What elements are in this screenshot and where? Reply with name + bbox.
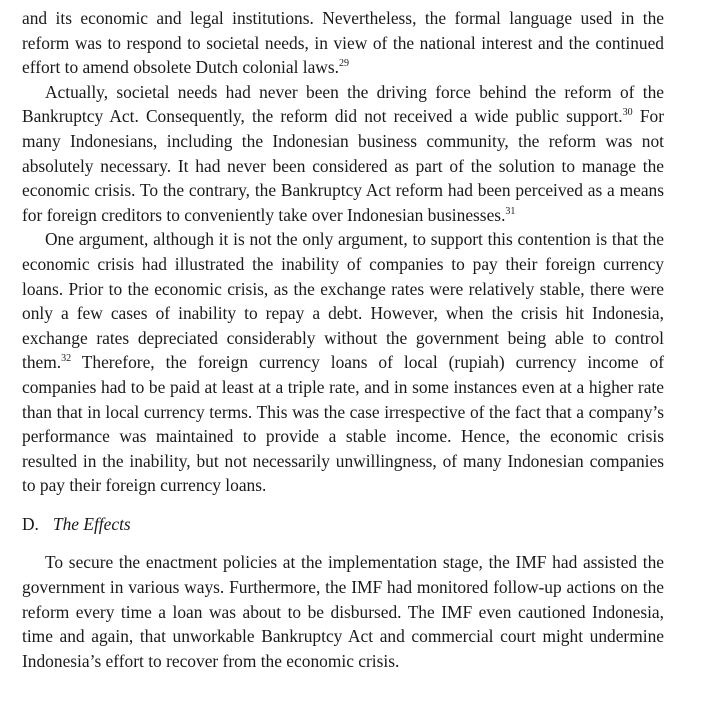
footnote-marker: 32 xyxy=(61,353,72,365)
paragraph-text: One argument, although it is not the only argument, to support this contention is that the economic crisis had illustrated the inability of companies to pay their foreign currency loans. Prior to the economic crisis, as the exchange rates were relatively stable, there were only a few cases of inability to repay a debt. However, when the crisis hit Indonesia, exchange rates depreciated considerably without the government being able to control them. xyxy=(22,229,664,373)
paragraph-text: For many Indonesians, including the Indonesian business community, the reform was not absolutely necessary. It had never been considered as part of the solution to manage the economic crisis. To the contrary, the Bankruptcy Act reform had been perceived as a means for foreign creditors to conveniently take over Indonesian businesses. xyxy=(22,106,664,225)
section-body-text xyxy=(22,550,664,673)
footnote-marker: 30 xyxy=(622,107,633,119)
paragraph xyxy=(22,6,664,80)
footnote-marker: 29 xyxy=(338,58,349,70)
paragraph xyxy=(22,550,664,673)
section-number: D. xyxy=(22,513,39,534)
footnote-marker: 31 xyxy=(505,205,516,217)
section-heading xyxy=(22,512,664,537)
document-page xyxy=(22,6,664,673)
body-text xyxy=(22,6,664,498)
paragraph-text: Therefore, the foreign currency loans of local (rupiah) currency income of companies had to be paid at least at a triple rate, and in some instances even at a higher rate than that in local currency terms. This was the case irrespective of the fact that a company’s performance was maintained to provide a stable income. Hence, the economic crisis resulted in the inability, but not necessarily unwillingness, of many Indonesian companies to pay their foreign currency loans. xyxy=(22,352,664,496)
paragraph xyxy=(22,227,664,498)
section-title: The Effects xyxy=(52,513,131,534)
paragraph-text: and its economic and legal institutions. Nevertheless, the formal language used in the reform was to respond to societal needs, in view of the national interest and the continued effort to amend obsolete Dutch colonial laws. xyxy=(22,8,664,78)
paragraph xyxy=(22,80,664,228)
paragraph-text: Actually, societal needs had never been the driving force behind the reform of the Bankruptcy Act. Consequently, the reform did not received a wide public support. xyxy=(22,81,664,127)
paragraph-text: To secure the enactment policies at the implementation stage, the IMF had assisted the government in various ways. Furthermore, the IMF had monitored follow-up actions on the reform every time a loan was about to be disbursed. The IMF even cautioned Indonesia, time and again, that unworkable Bankruptcy Act and commercial court might undermine Indonesia’s effort to recover from the economic crisis. xyxy=(22,552,664,671)
